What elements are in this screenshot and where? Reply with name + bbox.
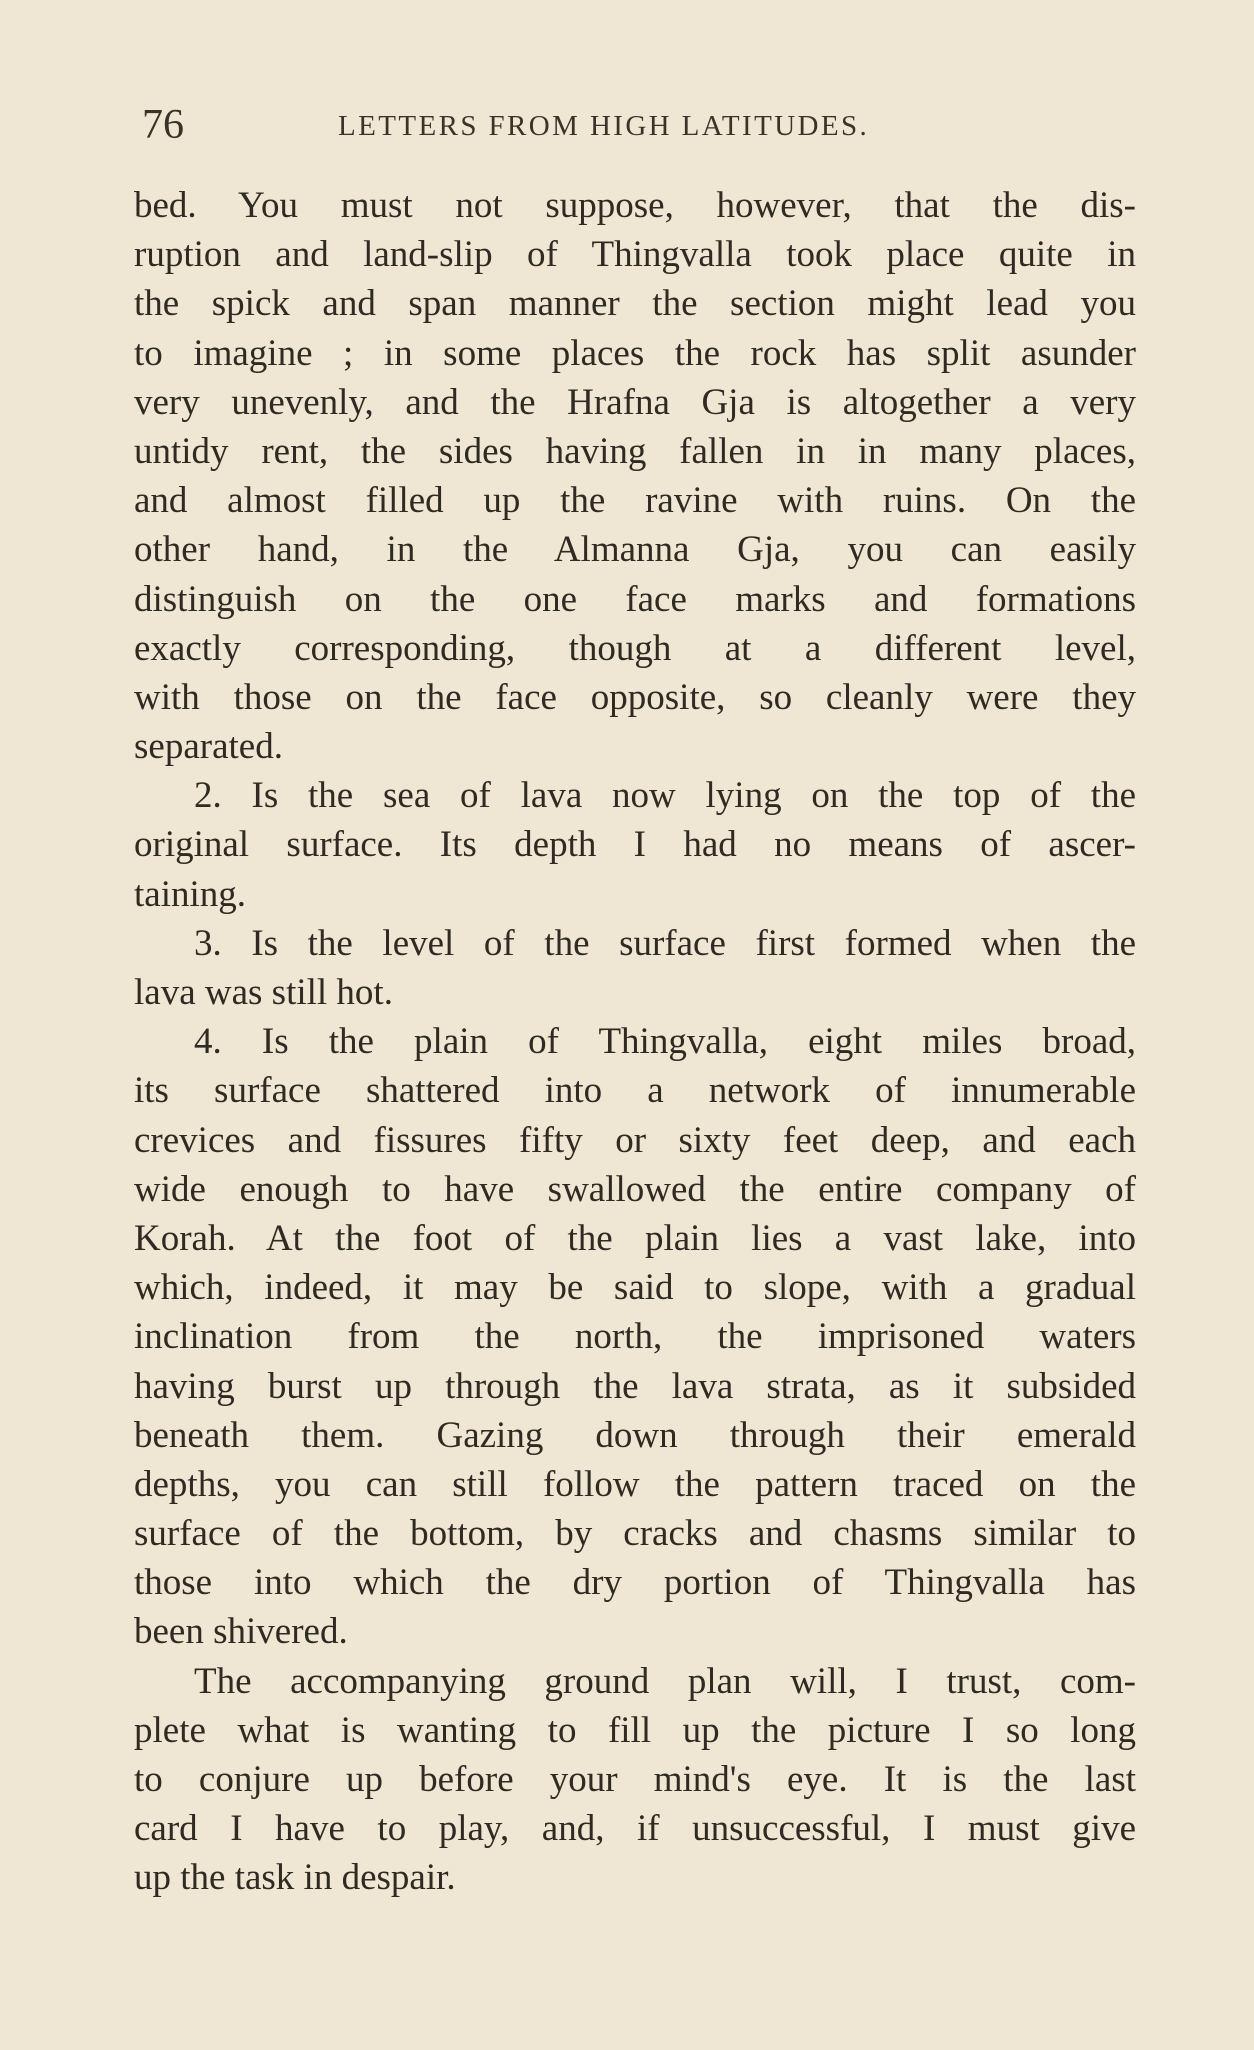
text-line: and almost filled up the ravine with ruins. On the bbox=[134, 480, 1136, 522]
text-line: taining. bbox=[134, 873, 247, 915]
text-line: which, indeed, it may be said to slope, with a gradual bbox=[134, 1267, 1136, 1309]
text-line: those into which the dry portion of Thingvalla has bbox=[134, 1562, 1136, 1604]
text-line: plete what is wanting to fill up the picture I so long bbox=[134, 1709, 1136, 1751]
page-number: 76 bbox=[142, 102, 184, 148]
text-line: surface of the bottom, by cracks and chasms similar to bbox=[134, 1513, 1136, 1555]
text-line: 3. Is the level of the surface first formed when the bbox=[194, 922, 1136, 964]
text-line: with those on the face opposite, so cleanly were they bbox=[134, 676, 1136, 718]
text-line: 2. Is the sea of lava now lying on the top of the bbox=[194, 775, 1136, 817]
text-line: very unevenly, and the Hrafna Gja is altogether a very bbox=[134, 381, 1136, 423]
running-head: LETTERS FROM HIGH LATITUDES. bbox=[338, 110, 870, 142]
text-line: having burst up through the lava strata, as it subsided bbox=[134, 1365, 1136, 1407]
text-line: lava was still hot. bbox=[134, 972, 393, 1013]
text-line: exactly corresponding, though at a different level, bbox=[134, 627, 1136, 669]
text-line: to conjure up before your mind's eye. It is the last bbox=[134, 1759, 1136, 1800]
text-line: ruption and land-slip of Thingvalla took place quite in bbox=[134, 234, 1136, 276]
text-line: to imagine ; in some places the rock has split asunder bbox=[134, 332, 1136, 374]
text-line: Korah. At the foot of the plain lies a vast lake, into bbox=[134, 1217, 1136, 1259]
body-text bbox=[134, 181, 1136, 1903]
text-line: other hand, in the Almanna Gja, you can easily bbox=[134, 529, 1136, 571]
text-line: the spick and span manner the section might lead you bbox=[134, 283, 1136, 325]
text-line: its surface shattered into a network of innumerable bbox=[134, 1070, 1136, 1112]
text-line: wide enough to have swallowed the entire company of bbox=[134, 1168, 1136, 1210]
text-line: been shivered. bbox=[134, 1611, 348, 1653]
text-line: separated. bbox=[134, 726, 283, 768]
text-line: original surface. Its depth I had no means of ascer- bbox=[134, 824, 1136, 866]
text-line: 4. Is the plain of Thingvalla, eight miles broad, bbox=[194, 1021, 1136, 1063]
text-line: crevices and fissures fifty or sixty feet deep, and each bbox=[134, 1119, 1136, 1161]
text-line: distinguish on the one face marks and formations bbox=[134, 578, 1136, 620]
text-line: The accompanying ground plan will, I trust, com- bbox=[194, 1660, 1136, 1702]
text-line: depths, you can still follow the pattern traced on the bbox=[134, 1463, 1136, 1505]
text-line: card I have to play, and, if unsuccessful, I must give bbox=[134, 1808, 1136, 1850]
page-header bbox=[142, 102, 1136, 148]
text-line: untidy rent, the sides having fallen in in many places, bbox=[134, 430, 1136, 472]
text-line: up the task in despair. bbox=[134, 1857, 456, 1899]
text-line: beneath them. Gazing down through their emerald bbox=[134, 1414, 1136, 1456]
text-line: inclination from the north, the imprisoned waters bbox=[134, 1316, 1136, 1358]
text-line: bed. You must not suppose, however, that the dis- bbox=[134, 185, 1136, 226]
